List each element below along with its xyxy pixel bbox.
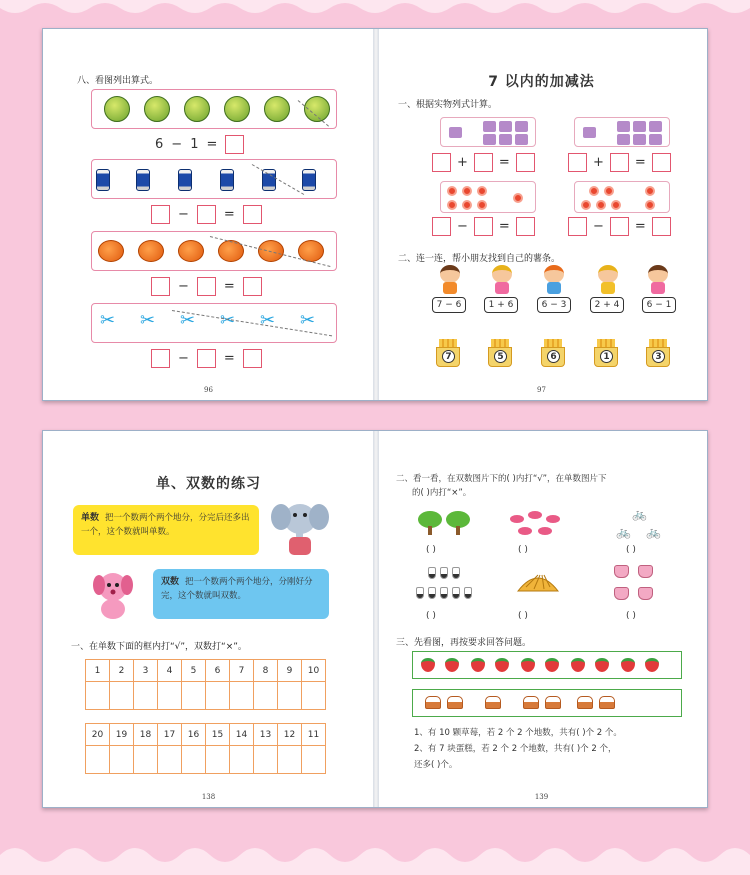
answer-box[interactable] [151,277,170,296]
answer-cell[interactable] [206,746,230,774]
child-icon [542,265,566,295]
strawberry-icon [595,658,609,672]
shuttlecock-icon [440,587,448,599]
answer-box[interactable] [432,153,451,172]
answer-box[interactable] [568,153,587,172]
answer-box[interactable] [243,205,262,224]
answer-paren[interactable]: ( ) [518,611,528,621]
equals-sign: = [223,207,235,222]
strawberry-icon [445,658,459,672]
picture-cups-left [440,117,536,147]
answer-cell[interactable] [110,682,134,710]
number-cell: 1 [86,660,110,682]
number-cell: 16 [182,724,206,746]
page-number: 138 [201,793,216,801]
answer-box[interactable] [610,217,629,236]
fries-icon[interactable] [541,339,565,369]
can-icon [302,169,316,191]
cup-icon [483,134,496,145]
answer-box[interactable] [151,349,170,368]
cup-icon [515,134,528,145]
flower-icon [611,200,621,210]
answer-box[interactable] [610,153,629,172]
page-title: 单、双数的练习 [156,476,261,492]
cake-strip [412,689,682,717]
cup-icon [499,121,512,132]
bird-icon [510,515,524,523]
answer-box[interactable] [197,277,216,296]
answer-box[interactable] [652,153,671,172]
section-heading-cont: 的( )内打“×”。 [412,488,472,498]
minus-sign: − [178,207,189,222]
cake-icon [599,696,615,709]
cake-icon [485,696,501,709]
cup-icon [633,134,646,145]
picture-strip-balls [91,89,337,129]
fries-icon[interactable] [488,339,512,369]
answer-row [86,746,326,774]
answer-cell[interactable] [230,682,254,710]
equals-sign: = [634,155,646,170]
answer-paren[interactable]: ( ) [426,611,436,621]
number-cell: 4 [158,660,182,682]
picture-strip-fruits [91,231,337,271]
number-cell: 18 [134,724,158,746]
number-cell: 2 [110,660,134,682]
strawberry-icon [545,658,559,672]
number-cell: 3 [134,660,158,682]
picture-cups-right [574,117,670,147]
answer-cell[interactable] [134,682,158,710]
strawberry-icon [495,658,509,672]
ball-icon [224,96,250,122]
cross-out-line [252,164,304,195]
cup-icon [649,121,662,132]
flower-icon [645,186,655,196]
expression-card[interactable]: 7 − 6 [432,297,466,313]
cup-icon [483,121,496,132]
flower-icon [447,186,457,196]
bird-icon [528,511,542,519]
answer-box[interactable] [652,217,671,236]
odd-even-table-2 [85,723,326,774]
answer-cell[interactable] [302,746,326,774]
bicycle-icon: 🚲 [616,525,631,539]
equals-sign: = [223,279,235,294]
dog-icon [85,567,141,623]
flower-icon [462,186,472,196]
persimmon-icon [98,240,124,262]
fries-icon[interactable] [646,339,670,369]
bicycle-icon: 🚲 [632,507,647,521]
answer-paren[interactable]: ( ) [426,545,436,555]
tree-icon [418,511,442,535]
equation-cups-right [568,153,671,172]
persimmon-icon [178,240,204,262]
section-heading: 二、看一看，在双数图片下的( )内打“√”，在单数图片下 [396,474,607,484]
strawberry-icon [571,658,585,672]
answer-box[interactable] [197,205,216,224]
scissors-icon: ✂ [220,310,236,331]
child-icon [646,265,670,295]
shuttlecock-icon [464,587,472,599]
bird-icon [546,515,560,523]
page-title: 7 以内的加减法 [488,74,595,90]
teapot-icon [614,565,629,578]
flower-icon [581,200,591,210]
cup-icon [583,127,596,138]
minus-sign: − [457,219,468,234]
flower-icon [462,200,472,210]
scissors-icon: ✂ [180,310,196,331]
section-heading: 一、根据实物列式计算。 [398,100,498,110]
answer-paren[interactable]: ( ) [626,545,636,555]
page-number: 96 [204,386,213,394]
answer-cell[interactable] [206,682,230,710]
equation-2 [151,205,262,224]
cup-icon [649,134,662,145]
bird-icon [518,527,532,535]
picture-flowers-left [440,181,536,213]
equals-sign: = [634,219,646,234]
scissors-icon: ✂ [100,310,116,331]
teapot-icon [614,587,629,600]
strawberry-icon [471,658,485,672]
question-2-cont: 还多( )个。 [414,760,458,770]
strawberry-icon [421,658,435,672]
equals-sign: = [498,155,510,170]
equation-1 [155,135,244,154]
answer-cell[interactable] [278,746,302,774]
fries-number: 5 [494,350,507,363]
even-text: 把一个数两个两个地分，分刚好分完，这个数就叫双数。 [161,577,313,601]
scissors-icon: ✂ [260,310,276,331]
can-icon [96,169,110,191]
fries-number: 3 [652,350,665,363]
even-term: 双数 [161,577,180,587]
cake-icon [425,696,441,709]
cake-icon [577,696,593,709]
minus-sign: − [593,219,604,234]
answer-cell[interactable] [278,682,302,710]
minus-sign: − [178,351,189,366]
number-cell: 11 [302,724,326,746]
answer-cell[interactable] [158,746,182,774]
expression-card[interactable]: 6 − 1 [642,297,676,313]
cup-icon [617,121,630,132]
cake-icon [523,696,539,709]
bicycle-icon: 🚲 [646,525,661,539]
answer-cell[interactable] [182,682,206,710]
shuttlecock-icon [440,567,448,579]
equation-4 [151,349,262,368]
number-row [86,724,326,746]
section-heading: 三、先看图，再按要求回答问题。 [396,638,532,648]
number-cell: 12 [278,724,302,746]
operand: 1 [190,137,199,152]
expression-card[interactable]: 6 − 3 [537,297,571,313]
odd-term: 单数 [81,513,100,523]
answer-box[interactable] [197,349,216,368]
answer-box[interactable] [474,217,493,236]
number-cell: 14 [230,724,254,746]
section-heading: 二、连一连，帮小朋友找到自己的薯条。 [398,254,561,264]
cup-icon [499,134,512,145]
equation-cups-left [432,153,535,172]
elephant-icon [265,497,335,559]
number-cell: 13 [254,724,278,746]
fries-number: 6 [547,350,560,363]
can-icon [220,169,234,191]
shuttlecock-icon [428,567,436,579]
answer-row [86,682,326,710]
page-138 [43,431,374,807]
answer-cell[interactable] [230,746,254,774]
answer-box[interactable] [243,277,262,296]
cake-icon [447,696,463,709]
flower-icon [513,193,523,203]
shuttlecock-icon [452,587,460,599]
plus-sign: + [457,155,468,170]
answer-cell[interactable] [110,746,134,774]
ball-icon [104,96,130,122]
scissors-icon: ✂ [300,310,316,331]
answer-box[interactable] [474,153,493,172]
strawberry-icon [521,658,535,672]
number-cell: 9 [278,660,302,682]
plus-sign: + [593,155,604,170]
page-number: 97 [537,386,546,394]
answer-cell[interactable] [86,746,110,774]
ball-icon [264,96,290,122]
number-cell: 20 [86,724,110,746]
minus-sign: − [178,279,189,294]
bird-icon [538,527,552,535]
section-heading: 八、看图列出算式。 [77,76,159,86]
shuttlecock-icon [452,567,460,579]
answer-box[interactable] [151,205,170,224]
child-icon [596,265,620,295]
cup-icon [617,134,630,145]
number-cell: 17 [158,724,182,746]
hand-fan-icon [516,571,560,597]
tree-icon [446,511,470,535]
picture-flowers-right [574,181,670,213]
cup-icon [449,127,462,138]
answer-paren[interactable]: ( ) [518,545,528,555]
book-spread-2 [42,430,708,808]
answer-cell[interactable] [134,746,158,774]
minus-sign: − [171,137,183,152]
odd-even-table-1 [85,659,326,710]
ball-icon [144,96,170,122]
can-icon [178,169,192,191]
flower-icon [589,186,599,196]
cup-icon [633,121,646,132]
answer-box[interactable] [225,135,244,154]
answer-cell[interactable] [86,682,110,710]
answer-box[interactable] [243,349,262,368]
fries-number: 7 [442,350,455,363]
number-cell: 8 [254,660,278,682]
number-cell: 10 [302,660,326,682]
flower-icon [477,200,487,210]
even-definition-box [153,569,329,619]
page-97 [376,29,707,400]
odd-text: 把一个数两个两个地分，分完后还多出一个，这个数就叫单数。 [81,513,250,537]
book-spread-1 [42,28,708,401]
question-1: 1、有 10 颗草莓，若 2 个 2 个地数，共有( )个 2 个。 [414,728,622,738]
number-cell: 15 [206,724,230,746]
odd-definition-box [73,505,259,555]
child-icon [490,265,514,295]
section-heading: 一、在单数下面的框内打“√”，双数打“×”。 [71,642,247,652]
number-cell: 7 [230,660,254,682]
can-icon [136,169,150,191]
answer-cell[interactable] [302,682,326,710]
answer-cell[interactable] [182,746,206,774]
page-96 [43,29,374,400]
picture-strip-scissors [91,303,337,343]
answer-cell[interactable] [158,682,182,710]
equation-flowers-left [432,217,535,236]
answer-box[interactable] [568,217,587,236]
answer-box[interactable] [516,153,535,172]
equation-flowers-right [568,217,671,236]
page-number: 139 [534,793,549,801]
strawberry-icon [645,658,659,672]
cup-icon [515,121,528,132]
shuttlecock-icon [416,587,424,599]
equals-sign: = [223,351,235,366]
persimmon-icon [138,240,164,262]
page-139 [376,431,707,807]
equation-3 [151,277,262,296]
answer-cell[interactable] [254,746,278,774]
strawberry-icon [621,658,635,672]
answer-paren[interactable]: ( ) [626,611,636,621]
fries-icon[interactable] [594,339,618,369]
number-row [86,660,326,682]
picture-strip-cans [91,159,337,199]
flower-icon [645,200,655,210]
number-cell: 5 [182,660,206,682]
strawberry-strip [412,651,682,679]
answer-box[interactable] [432,217,451,236]
equals-sign: = [206,137,218,152]
ball-icon [184,96,210,122]
shuttlecock-icon [428,587,436,599]
question-2: 2、有 7 块蛋糕，若 2 个 2 个地数，共有( )个 2 个， [414,744,617,754]
number-cell: 19 [110,724,134,746]
flower-icon [477,186,487,196]
scissors-icon: ✂ [140,310,156,331]
answer-box[interactable] [516,217,535,236]
teapot-icon [638,587,653,600]
operand: 6 [155,137,164,152]
answer-cell[interactable] [254,682,278,710]
fries-icon[interactable] [436,339,460,369]
fries-number: 1 [600,350,613,363]
flower-icon [604,186,614,196]
flower-icon [447,200,457,210]
child-icon [438,265,462,295]
teapot-icon [638,565,653,578]
flower-icon [596,200,606,210]
equals-sign: = [498,219,510,234]
expression-card[interactable]: 1 + 6 [484,297,518,313]
number-cell: 6 [206,660,230,682]
cake-icon [545,696,561,709]
expression-card[interactable]: 2 + 4 [590,297,624,313]
